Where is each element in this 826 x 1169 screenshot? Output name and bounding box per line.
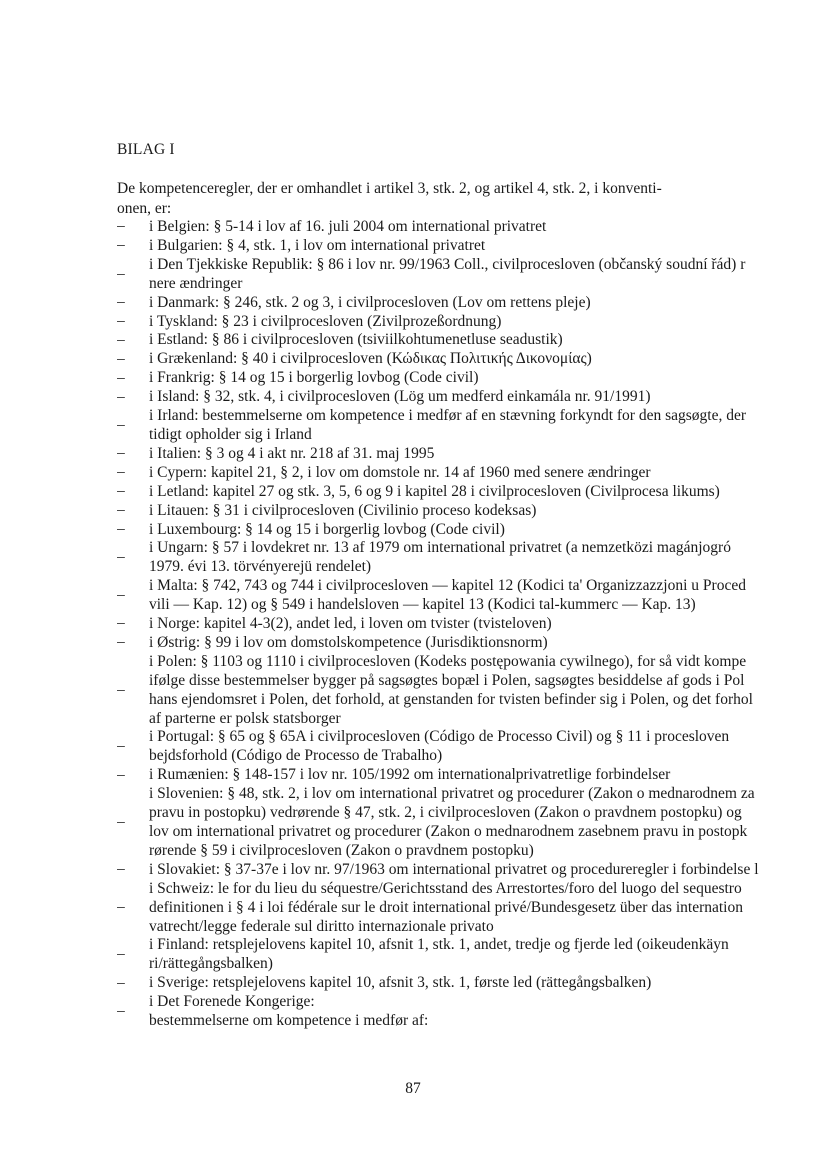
list-item-line: i Schweiz: le for du lieu du séquestre/Gerichtsstand des Arrestortes/foro del luogo del sequestro — [149, 879, 742, 897]
list-dash: – — [117, 520, 125, 538]
list-dash: – — [117, 218, 125, 235]
list-dash: – — [117, 236, 125, 254]
list-item — [117, 861, 826, 880]
list-item-line: i Frankrig: § 14 og 15 i borgerlig lovbog (Code civil) — [149, 369, 479, 387]
list-item-line: i Grækenland: § 40 i civilprocesloven (Κώδικας Πολιτικής Δικονομίας) — [149, 350, 592, 368]
list-dash: – — [117, 860, 125, 878]
list-item-line: i Den Tjekkiske Republik: § 86 i lov nr. 99/1963 Coll., civilprocesloven (občanský soudní řád) r — [149, 255, 746, 273]
list-item — [117, 634, 826, 653]
list-item — [117, 483, 826, 502]
list-dash: – — [117, 416, 125, 434]
list-item — [117, 256, 826, 294]
list-item-line: ifølge disse bestemmelser bygger på sagsøgtes bopæl i Polen, sagsøgtes besiddelse af gods i Pol — [149, 671, 745, 689]
list-item-line: bestemmelserne om kompetence i medfør af: — [149, 1012, 429, 1030]
list-item — [117, 993, 826, 1031]
list-item-line: i Sverige: retsplejelovens kapitel 10, afsnit 3, stk. 1, første led (rättegångsbalken) — [149, 974, 652, 992]
list-dash: – — [117, 265, 125, 283]
list-item — [117, 369, 826, 388]
list-item-line: i Estland: § 86 i civilprocesloven (tsiviilkohtumenetluse seadustik) — [149, 331, 563, 349]
list-dash: – — [117, 463, 125, 481]
list-dash: – — [117, 548, 125, 566]
list-item — [117, 407, 826, 445]
list-item-line: nere ændringer — [149, 274, 243, 292]
list-item-line: i Polen: § 1103 og 1110 i civilprocesloven (Kodeks postępowania cywilnego), for så vidt kompe — [149, 652, 747, 670]
list-item-line: i Cypern: kapitel 21, § 2, i lov om domstole nr. 14 af 1960 med senere ændringer — [149, 463, 651, 481]
list-item — [117, 974, 826, 993]
list-item-line: i Norge: kapitel 4-3(2), andet led, i loven om tvister (tvisteloven) — [149, 615, 552, 633]
list-item-line: rørende § 59 i civilprocesloven (Zakon o pravdnem postopku) — [149, 841, 534, 859]
list-dash: – — [117, 444, 125, 462]
competence-rules-list — [117, 218, 826, 1031]
list-dash: – — [117, 293, 125, 311]
list-item — [117, 936, 826, 974]
list-item-line: i Danmark: § 246, stk. 2 og 3, i civilprocesloven (Lov om rettens pleje) — [149, 293, 591, 311]
list-dash: – — [117, 681, 125, 699]
list-item — [117, 331, 826, 350]
intro-line: onen, er: — [117, 199, 172, 217]
list-item — [117, 350, 826, 369]
list-dash: – — [117, 501, 125, 519]
list-item-line: i Ungarn: § 57 i lovdekret nr. 13 af 1979 om international privatret (a nemzetközi magánjogró — [149, 539, 731, 557]
list-item-line: vatrecht/legge federale sul diritto internazionale privato — [149, 917, 494, 935]
list-item — [117, 577, 826, 615]
list-item-line: i Letland: kapitel 27 og stk. 3, 5, 6 og 9 i kapitel 28 i civilprocesloven (Civilprocesa likums) — [149, 482, 720, 500]
list-item-line: i Slovenien: § 48, stk. 2, i lov om international privatret og procedurer (Zakon o mednarodnem za — [149, 785, 755, 803]
list-item — [117, 464, 826, 483]
list-item-line: i Østrig: § 99 i lov om domstolskompetence (Jurisdiktionsnorm) — [149, 633, 548, 651]
intro-paragraph — [117, 179, 712, 218]
list-dash: – — [117, 1002, 125, 1020]
list-item — [117, 653, 826, 729]
list-item — [117, 785, 826, 861]
list-item — [117, 880, 826, 937]
list-item-line: 1979. évi 13. törvényerejü rendelet) — [149, 558, 372, 576]
list-item — [117, 313, 826, 332]
list-dash: – — [117, 615, 125, 633]
list-item-line: i Tyskland: § 23 i civilprocesloven (Zivilprozeßordnung) — [149, 312, 502, 330]
list-item-line: ri/rättegångsbalken) — [149, 955, 273, 973]
list-item-line: i Belgien: § 5-14 i lov af 16. juli 2004 om international privatret — [149, 218, 547, 235]
list-item — [117, 237, 826, 256]
list-dash: – — [117, 482, 125, 500]
list-dash: – — [117, 945, 125, 963]
list-dash: – — [117, 766, 125, 784]
list-dash: – — [117, 312, 125, 330]
intro-line: De kompetenceregler, der er omhandlet i artikel 3, stk. 2, og artikel 4, stk. 2, i konventi- — [117, 180, 662, 197]
list-item-line: i Portugal: § 65 og § 65A i civilprocesloven (Código de Processo Civil) og § 11 i procesloven — [149, 728, 730, 746]
list-item-line: tidigt opholder sig i Irland — [149, 425, 312, 443]
list-item-line: i Litauen: § 31 i civilprocesloven (Civilinio proceso kodeksas) — [149, 501, 537, 519]
list-item-line: i Finland: retsplejelovens kapitel 10, afsnit 1, stk. 1, andet, tredje og fjerde led (oikeudenkäyn — [149, 936, 729, 954]
list-item — [117, 388, 826, 407]
list-item-line: hans ejendomsret i Polen, det forhold, at genstanden for tvisten befinder sig i Polen, og det forhol — [149, 690, 753, 708]
list-item-line: i Rumænien: § 148-157 i lov nr. 105/1992 om internationalprivatretlige forbindelser — [149, 766, 671, 784]
list-item — [117, 218, 826, 237]
list-item-line: pravu in postopku) vedrørende § 47, stk. 2, i civilprocesloven (Zakon o pravdnem postopku) og — [149, 804, 742, 822]
list-item-line: i Irland: bestemmelserne om kompetence i medfør af en stævning forkyndt for den sagsøgte, der — [149, 407, 747, 425]
list-item-line: vili — Kap. 12) og § 549 i handelsloven — kapitel 13 (Kodici tal-kummerc — Kap. 13) — [149, 596, 696, 614]
list-dash: – — [117, 388, 125, 406]
list-item-line: i Luxembourg: § 14 og 15 i borgerlig lovbog (Code civil) — [149, 520, 505, 538]
list-item — [117, 502, 826, 521]
list-item — [117, 766, 826, 785]
list-item-line: i Island: § 32, stk. 4, i civilprocesloven (Lög um medferd einkamála nr. 91/1991) — [149, 388, 651, 406]
list-dash: – — [117, 737, 125, 755]
list-item-line: lov om international privatret og procedurer (Zakon o mednarodnem zasebnem pravu in postopk — [149, 823, 748, 840]
page-title: BILAG I — [117, 141, 175, 158]
list-item — [117, 539, 826, 577]
list-item-line: i Malta: § 742, 743 og 744 i civilprocesloven — kapitel 12 (Kodici ta' Organizzazzjoni u Proced — [149, 577, 746, 595]
list-dash: – — [117, 350, 125, 368]
list-item-line: i Det Forenede Kongerige: — [149, 993, 315, 1011]
list-item — [117, 445, 826, 464]
list-item — [117, 521, 826, 540]
list-dash: – — [117, 331, 125, 349]
list-item-line: bejdsforhold (Código de Processo de Trabalho) — [149, 747, 443, 765]
list-item-line: i Bulgarien: § 4, stk. 1, i lov om international privatret — [149, 236, 486, 254]
list-item-line: af parterne er polsk statsborger — [149, 709, 341, 727]
list-item-line: definitionen i § 4 i loi fédérale sur le droit international privé/Bundesgesetz über das internation — [149, 898, 743, 916]
list-item — [117, 615, 826, 634]
list-item — [117, 294, 826, 313]
list-dash: – — [117, 974, 125, 992]
page-number: 87 — [405, 1080, 421, 1097]
list-dash: – — [117, 633, 125, 651]
list-dash: – — [117, 898, 125, 916]
list-item — [117, 728, 826, 766]
list-dash: – — [117, 586, 125, 604]
list-dash: – — [117, 813, 125, 831]
list-item-line: i Italien: § 3 og 4 i akt nr. 218 af 31. maj 1995 — [149, 444, 435, 462]
list-dash: – — [117, 369, 125, 387]
list-item-line: i Slovakiet: § 37-37e i lov nr. 97/1963 om international privatret og procedureregler i forbindelse l — [149, 860, 759, 878]
